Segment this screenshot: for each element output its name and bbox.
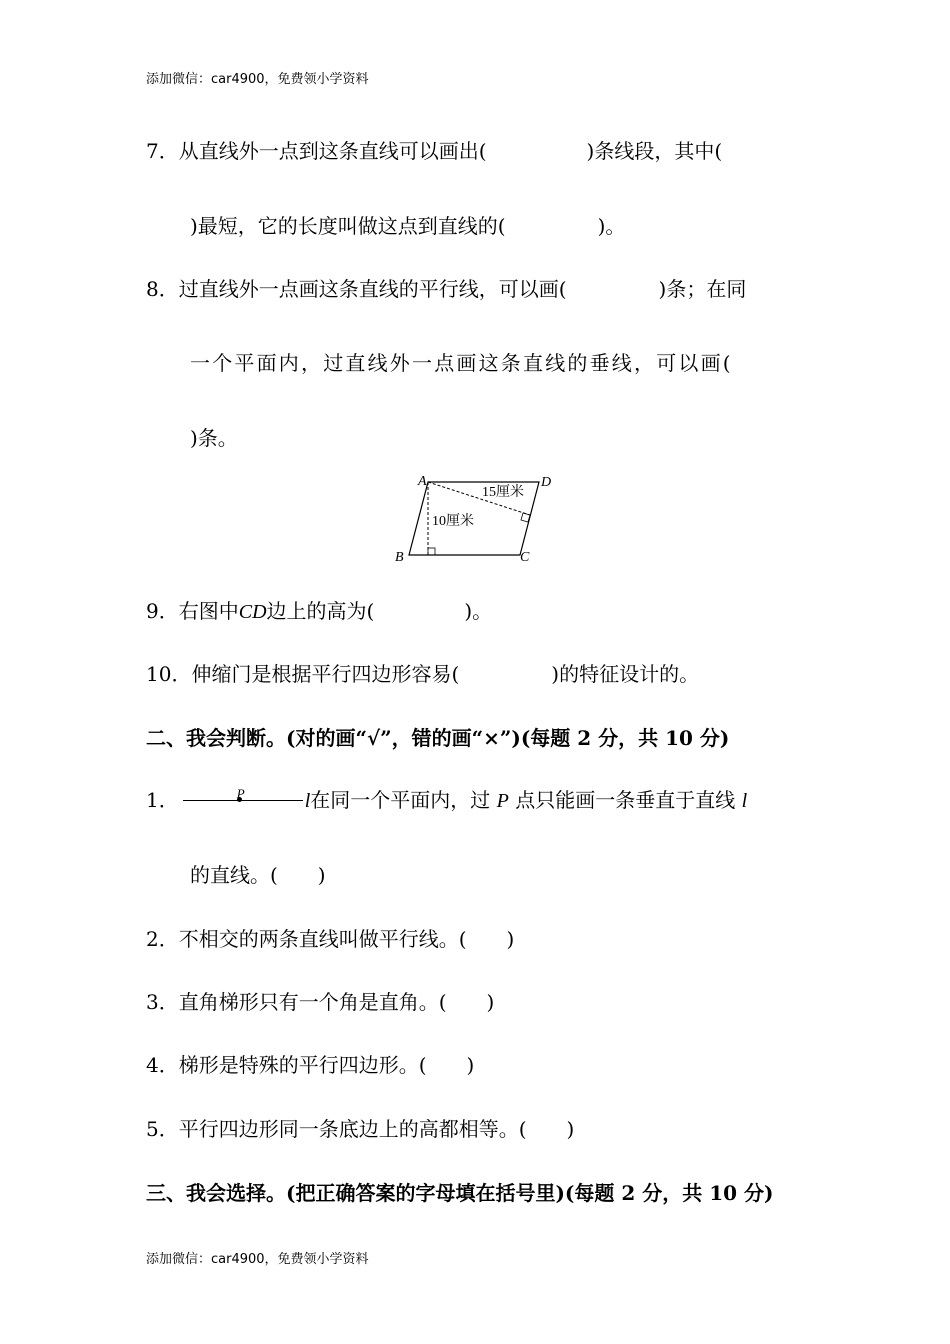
question-8-line-1 [146, 276, 746, 302]
judgment-5: 5．平行四边形同一条底边上的高都相等。( ) [146, 1117, 575, 1141]
q8-text-b: )条；在同 [658, 277, 747, 301]
line-l-figure [179, 787, 305, 813]
judgment-2: 2．不相交的两条直线叫做平行线。( ) [146, 927, 515, 951]
q8-text-a: 8．过直线外一点画这条直线的平行线，可以画( [146, 277, 567, 301]
j1-text-a: 在同一个平面内，过 [310, 788, 491, 812]
judgment-3: 3．直角梯形只有一个角是直角。( ) [146, 990, 495, 1014]
question-7-line-1 [146, 138, 722, 164]
vertex-d-label: D [541, 475, 552, 490]
line-l-label: l [304, 790, 311, 812]
section-3-title: 三、我会选择。(把正确答案的字母填在括号里)(每题 2 分，共 10 分) [146, 1181, 774, 1205]
j1-text-b: 点只能画一条垂直于直线 [515, 788, 736, 812]
question-10 [146, 661, 699, 687]
page-header: 添加微信：car4900，免费领小学资料 [146, 72, 369, 87]
question-9 [146, 598, 492, 625]
diagonal-length-label: 15厘米 [482, 485, 524, 500]
q9-cd-label: CD [238, 601, 267, 623]
vertex-c-label: C [520, 550, 530, 565]
point-p-label: P [236, 786, 245, 801]
j1-number: 1． [146, 788, 179, 812]
q7-text-d: )。 [597, 214, 626, 238]
q7-text-c: )最短，它的长度叫做这点到直线的( [190, 214, 506, 238]
q9-text-b: 边上的高为( [266, 599, 375, 623]
j1-p-inline: P [496, 790, 509, 812]
right-angle-mark-bottom [428, 548, 435, 555]
vertex-b-label: B [395, 550, 404, 565]
judgment-1-line-2: 的直线。( ) [190, 863, 326, 887]
question-7-line-2 [190, 213, 625, 239]
question-8-line-3: )条。 [190, 426, 238, 450]
judgment-1-line-1 [146, 787, 747, 814]
right-angle-mark-side [521, 513, 530, 522]
section-2-title: 二、我会判断。(对的画“√”，错的画“×”)(每题 2 分，共 10 分) [146, 726, 730, 750]
page-footer: 添加微信：car4900，免费领小学资料 [146, 1252, 369, 1267]
height-length-label: 10厘米 [432, 514, 474, 529]
q9-text-a: 9．右图中 [146, 599, 239, 623]
q7-text-b: )条线段，其中( [586, 139, 723, 163]
judgment-4: 4．梯形是特殊的平行四边形。( ) [146, 1053, 475, 1077]
q10-text-a: 10．伸缩门是根据平行四边形容易( [146, 662, 460, 686]
q7-text-a: 7．从直线外一点到这条直线可以画出( [146, 139, 487, 163]
question-8-line-2: 一个平面内，过直线外一点画这条直线的垂线，可以画( [190, 351, 733, 375]
q10-text-b: )的特征设计的。 [551, 662, 700, 686]
vertex-a-label: A [418, 474, 427, 489]
j1-l-inline: l [741, 790, 748, 812]
parallelogram-figure [385, 468, 565, 568]
q9-text-c: )。 [464, 599, 493, 623]
